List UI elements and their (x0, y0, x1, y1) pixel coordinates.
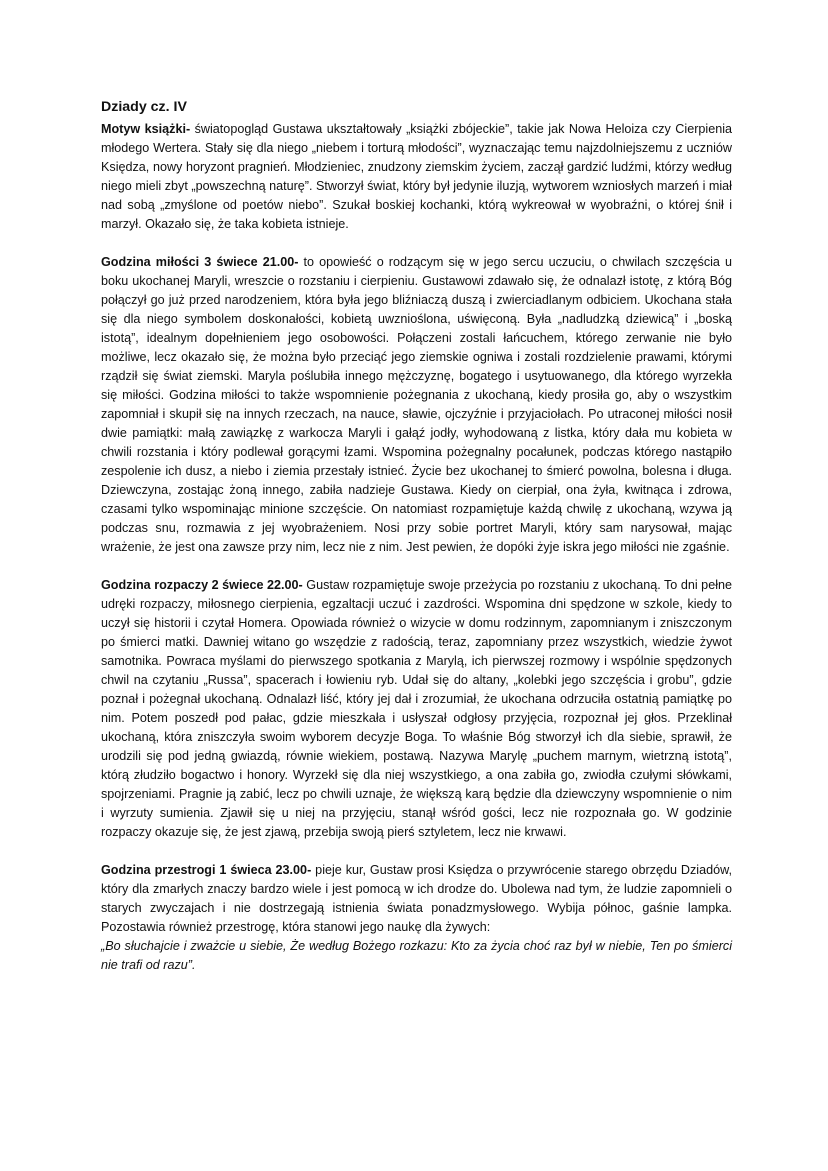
section-text: to opowieść o rodzącym się w jego sercu uczuciu, o chwilach szczęścia u boku ukochanej Maryli, wreszcie o rozstaniu i cierpieniu. Gustawowi zdawało się, że odnalazł istotę, z którą Bóg połączył go już przed narodzeniem, która była jego bliźniaczą duszą i zwierciadlanym odbiciem. Ukochana stała się dla niego symbolem doskonałości, kobietą uwznioślona, uświęconą. Była „nadludzką dziewicą” i „boską istotą”, idealnym dopełnieniem jego osobowości. Połączeni zostali łańcuchem, którego zerwanie nie było możliwe, lecz okazało się, że można było przeciąć jego ziemskie ogniwa i zostali rozdzielenie prawami, którymi rządził się świat ziemski. Maryla poślubiła innego mężczyznę, bogatego i usytuowanego, dla którego wyrzekła się miłości. Godzina miłości to także wspomnienie pożegnania z ukochaną, kiedy prosiła go, aby o wszystkim zapomniał i skupił się na innych rzeczach, na nauce, sławie, ojczyźnie i przyjaciołach. Po utraconej miłości nosił dwie pamiątki: małą zawiązkę z warkocza Maryli i gałąź jodły, wyhodowaną z listka, który dała mu kobieta w chwili rozstania i który podlewał gorącymi łzami. Wspomina pożegnalny pocałunek, podczas którego nastąpiło zespolenie ich dusz, a niebo i ziemia przestały istnieć. Życie bez ukochanej to śmierć powolna, bolesna i długa. Dziewczyna, zostając żoną innego, zabiła nadzieje Gustawa. Kiedy on cierpiał, ona żyła, kwitnąca i zdrowa, czasami tylko wspominając minione szczęście. On natomiast rozpamiętuje każdą chwilę z ukochaną, wzywa ją podczas snu, rozmawia z jej wyobrażeniem. Nosi przy sobie portret Maryli, który sam narysował, mając wrażenie, że jest ona zawsze przy nim, lecz nie z nim. Jest pewien, że dopóki żyje iskra jego miłości nie zgaśnie. (101, 255, 732, 554)
section-godzina-rozpaczy (101, 576, 732, 842)
section-heading: Godzina przestrogi 1 świeca 23.00- (101, 863, 312, 877)
document-title: Dziady cz. IV (101, 99, 187, 115)
section-text: pieje kur, Gustaw prosi Księdza o przywrócenie starego obrzędu Dziadów, który dla zmarłych znaczy bardzo wiele i jest pomocą w ich drodze do. Ubolewa nad tym, że ludzie zapomnieli o starych zwyczajach i nie dostrzegają istnienia świata ponadzmysłowego. Wybija północ, gaśnie lampka. Pozostawia również przestrogę, która stanowi jego naukę dla żywych: (101, 863, 732, 934)
closing-quote: „Bo słuchajcie i zważcie u siebie, Że według Bożego rozkazu: Kto za życia choć raz był w niebie, Ten po śmierci nie trafi od razu”. (101, 939, 732, 972)
section-text: Gustaw rozpamiętuje swoje przeżycia po rozstaniu z ukochaną. To dni pełne udręki rozpaczy, miłosnego cierpienia, egzaltacji uczuć i zazdrości. Wspomina dni spędzone w szkole, kiedy to uczył się historii i czytał Homera. Opowiada również o wizycie w domu rodzinnym, zapomnianym i zniszczonym po śmierci matki. Dawniej witano go wszędzie z radością, teraz, zapomniany przez wszystkich, wiedzie żywot samotnika. Powraca myślami do pierwszego spotkania z Marylą, ich pierwszej rozmowy i wspólnie spędzonych chwil na czytaniu „Russa”, spacerach i łowieniu ryb. Udał się do altany, „kolebki jego szczęścia i grobu”, gdzie poznał i pożegnał ukochaną. Odnalazł liść, który jej dał i zrozumiał, że ukochana odrzuciła ostatnią pamiątkę po nim. Potem poszedł pod pałac, gdzie mieszkała i usłyszał odgłosy przyjęcia, rozpoznał jej głos. Przeklinał ukochaną, która zniszczyła swoim wyborem decyzje Boga. To właśnie Bóg stworzył ich dla siebie, sprawił, że urodzili się pod jedną gwiazdą, równie wiekiem, postawą. Nazywa Marylę „puchem marnym, wietrzną istotą”, którą złudziło bogactwo i honory. Wyrzekł się dla niej wszystkiego, a ona zabiła go, zwiodła czułymi słówkami, spojrzeniami. Pragnie ją zabić, lecz po chwili uznaje, że większą karą będzie dla dziewczyny wspomnienie o nim i wyrzuty sumienia. Zjawił się u niej na przyjęciu, stanął wśród gości, lecz nie rozpoznała go. W godzinie rozpaczy okazuje się, że jest zjawą, przebija swoją pierś sztyletem, lecz nie krwawi. (101, 578, 733, 839)
section-motyw-ksiazki (101, 120, 732, 234)
section-heading: Motyw książki- (101, 122, 191, 136)
section-text: światopogląd Gustawa ukształtowały „książki zbójeckie”, takie jak Nowa Heloiza czy Cierpienia młodego Wertera. Stały się dla niego „niebem i torturą młodości”, wyznaczając temu najzdolniejszemu z uczniów Księdza, nowy horyzont pragnień. Młodzieniec, znudzony ziemskim życiem, zaczął gardzić ludźmi, którzy według niego mieli zbyt „powszechną naturę”. Stworzył świat, który był jedynie iluzją, wytworem wzniosłych marzeń i miał nad sobą „zmyślone od poetów niebo”. Szukał boskiej kochanki, którą wykreował w wyobraźni, o której śnił i marzył. Okazało się, że taka kobieta istnieje. (101, 122, 733, 231)
section-godzina-milosci (101, 253, 732, 557)
section-heading: Godzina miłości 3 świece 21.00- (101, 255, 299, 269)
section-godzina-przestrogi (101, 861, 732, 975)
section-heading: Godzina rozpaczy 2 świece 22.00- (101, 578, 303, 592)
